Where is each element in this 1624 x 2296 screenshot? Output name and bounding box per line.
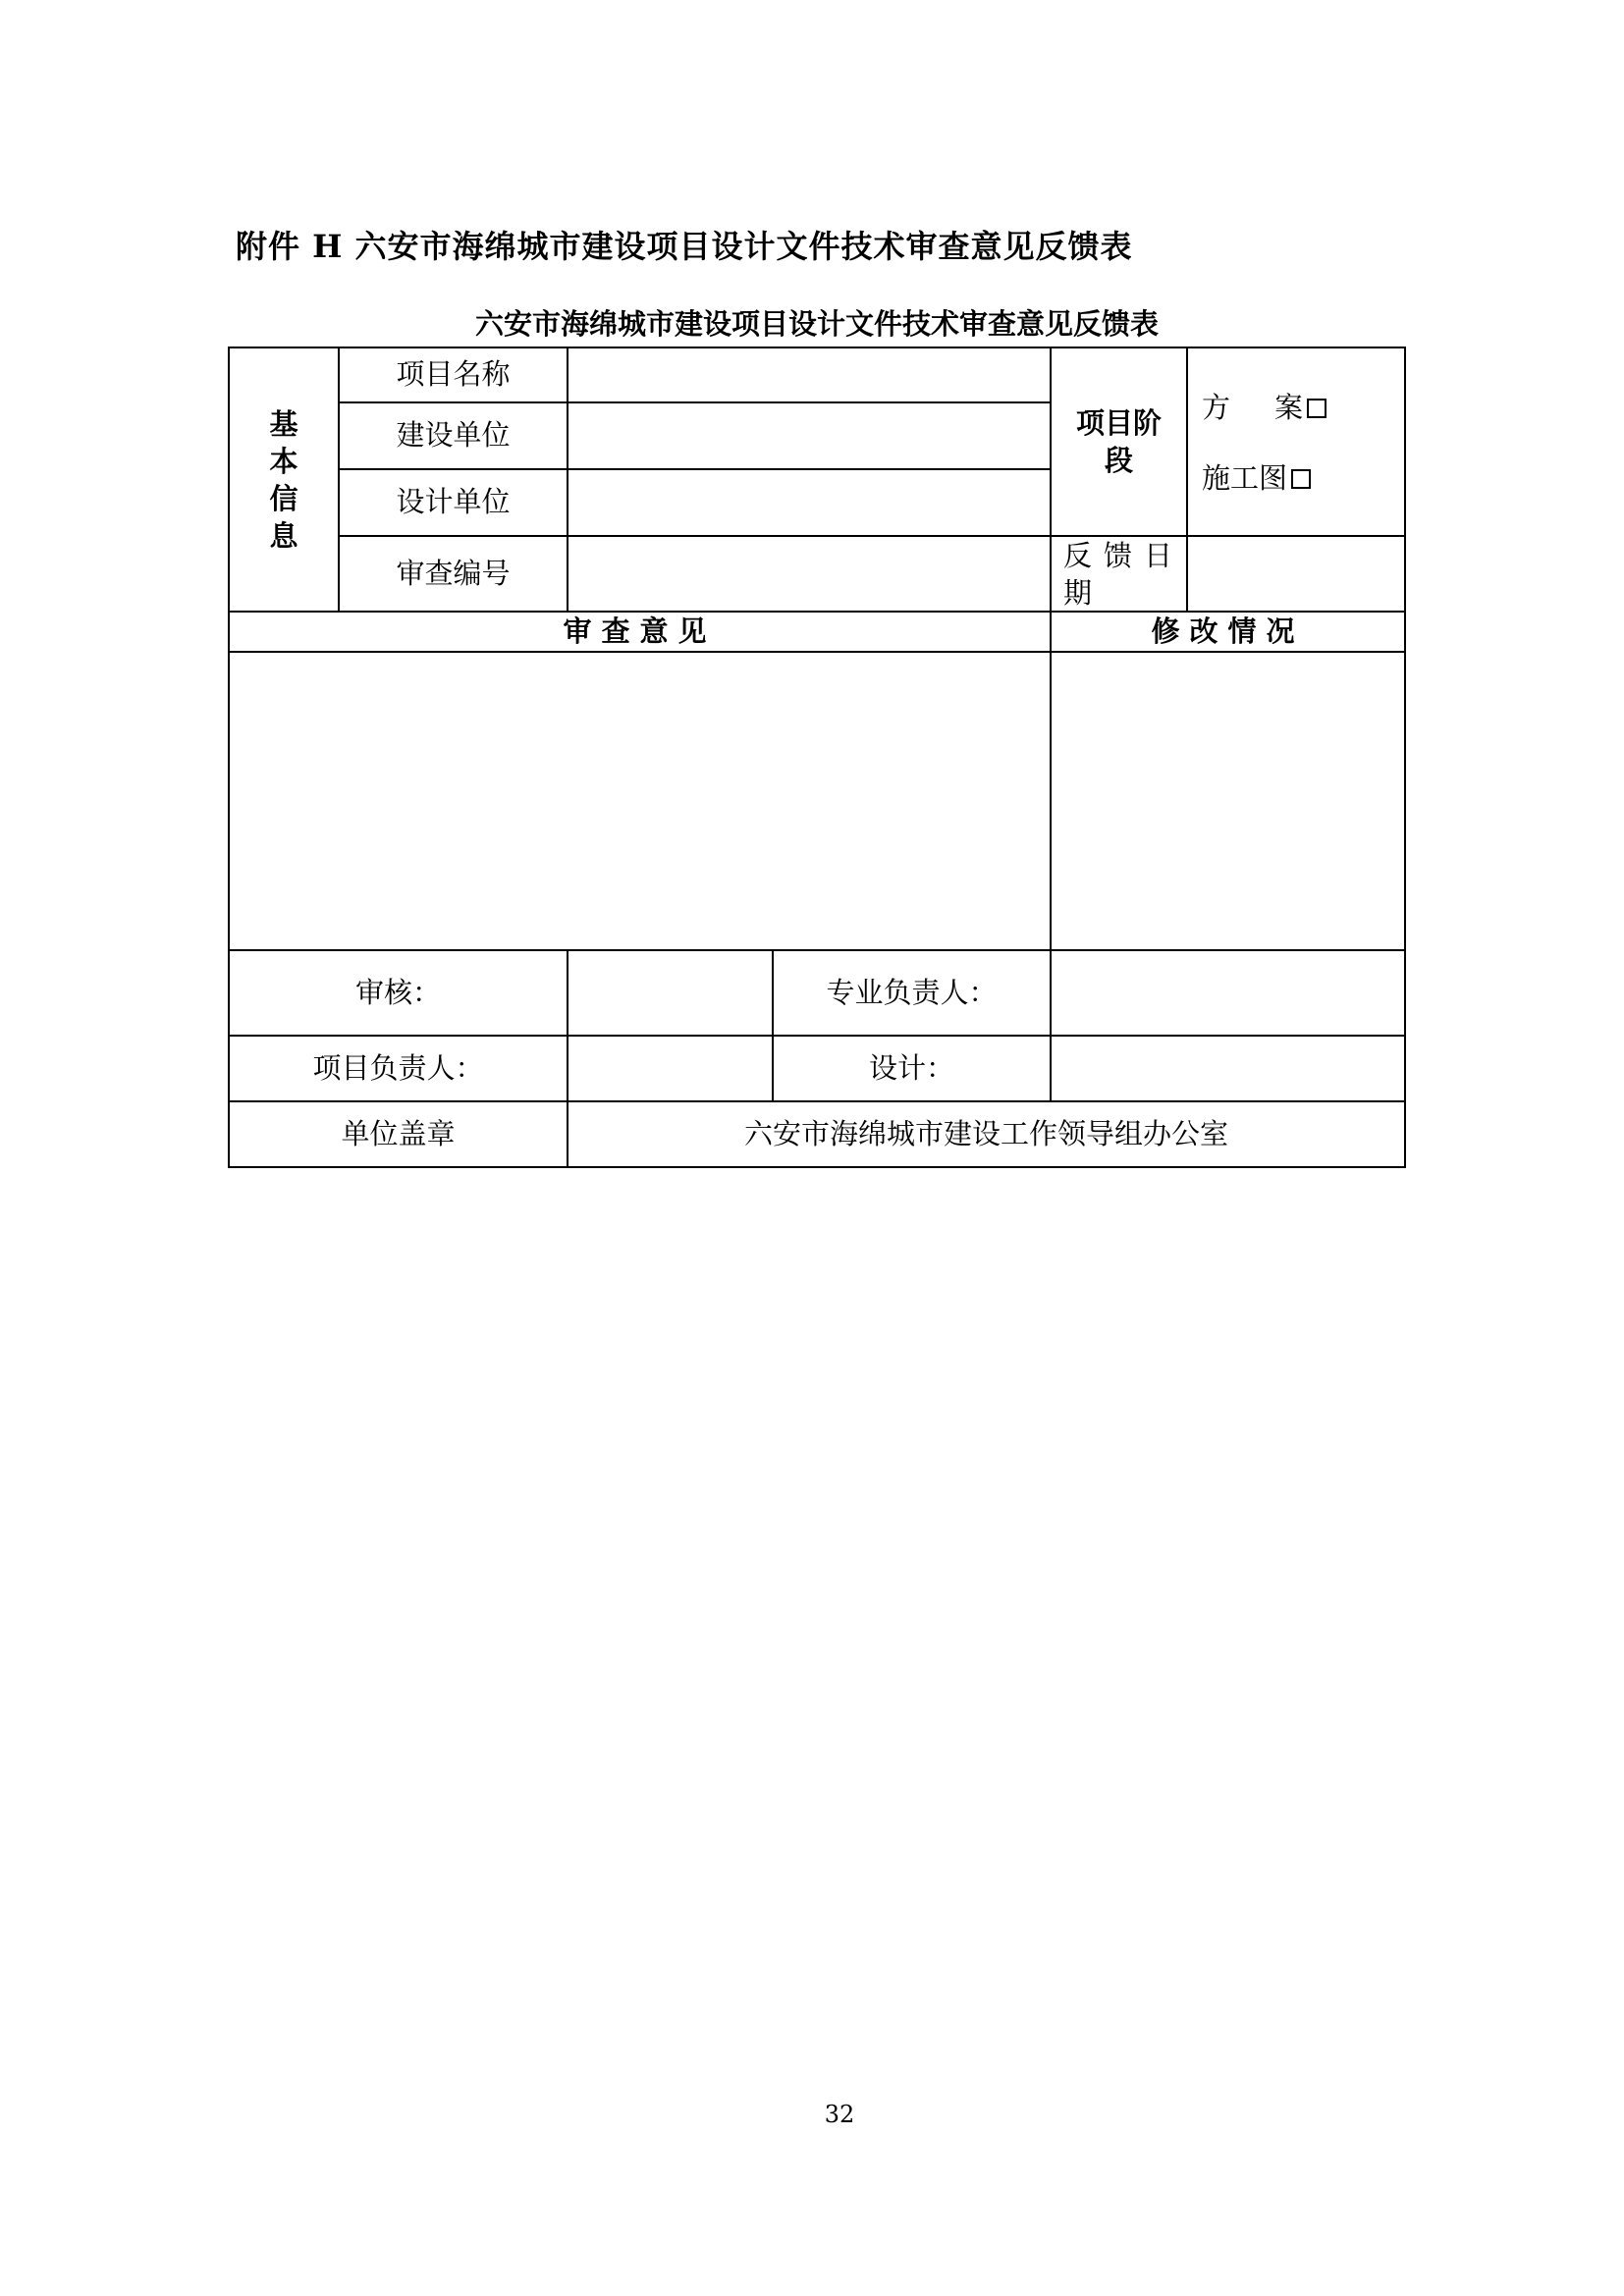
construction-drawing-checkbox[interactable] [1291,469,1311,489]
scheme-checkbox[interactable] [1307,399,1326,418]
project-stage-options [1188,347,1406,537]
project-manager-field[interactable] [568,1037,774,1102]
stage-option-scheme[interactable]: 方 案 [1202,390,1326,427]
appendix-heading: 附件 H 六安市海绵城市建设项目设计文件技术审查意见反馈表 [236,228,1133,265]
project-name-label: 项目名称 [340,347,568,403]
project-manager-label: 项目负责人： [228,1037,568,1102]
reviewer-field[interactable] [568,951,774,1037]
review-opinion-area[interactable] [228,653,1052,951]
page-number: 32 [824,2101,855,2128]
feedback-form-table [228,347,1406,1168]
review-number-label: 审查编号 [340,537,568,613]
builder-label: 建设单位 [340,403,568,470]
review-opinion-header: 审查意见 [228,613,1052,653]
unit-seal-organization: 六安市海绵城市建设工作领导组办公室 [568,1102,1406,1168]
reviewer-label: 审核： [228,951,568,1037]
revision-status-area[interactable] [1052,653,1406,951]
design-label: 设计： [774,1037,1052,1102]
project-name-field[interactable] [568,347,1052,403]
review-number-field[interactable] [568,537,1052,613]
form-title: 六安市海绵城市建设项目设计文件技术审查意见反馈表 [474,307,1159,341]
stage-option-construction-drawing[interactable]: 施工图 [1202,460,1311,498]
revision-status-header: 修改情况 [1052,613,1406,653]
basic-info-label: 基 本 信 息 [228,347,340,613]
design-field[interactable] [1052,1037,1406,1102]
builder-field[interactable] [568,403,1052,470]
feedback-date-label: 反馈日 期 [1052,537,1188,613]
unit-seal-label: 单位盖章 [228,1102,568,1168]
lead-engineer-field[interactable] [1052,951,1406,1037]
designer-field[interactable] [568,470,1052,537]
feedback-date-field[interactable] [1188,537,1406,613]
project-stage-label: 项目阶 段 [1052,347,1188,537]
designer-label: 设计单位 [340,470,568,537]
lead-engineer-label: 专业负责人： [774,951,1052,1037]
